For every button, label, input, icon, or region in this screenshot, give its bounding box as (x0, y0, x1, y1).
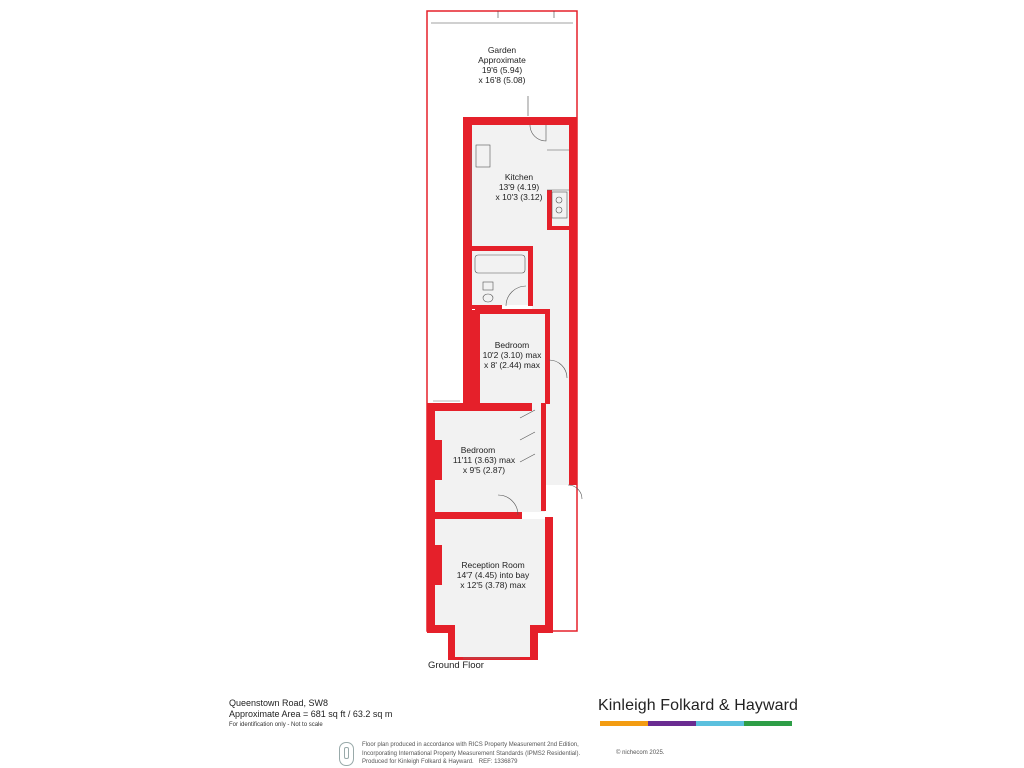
bedroom1-dim-1: 10'2 (3.10) max (482, 350, 542, 360)
brand-bar-green (744, 721, 792, 726)
garden-dim-2: x 16'8 (5.08) (478, 75, 526, 85)
brand-bar-blue (696, 721, 744, 726)
bedroom2-dim-2: x 9'5 (2.87) (462, 465, 506, 475)
reception-dim-1: 14'7 (4.45) into bay (456, 570, 530, 580)
footer-line-2: Incorporating International Property Measurement Standards (IPMS2 Residential). (362, 750, 581, 757)
brand-bar-orange (600, 721, 648, 726)
reception-dim-2: x 12'5 (3.78) max (460, 580, 526, 590)
bedroom2-label: Bedroom (460, 445, 496, 455)
bedroom2-dim-1: 11'11 (3.63) max (452, 455, 516, 465)
footer-line-3 (362, 758, 580, 767)
brand-name: Kinleigh Folkard & Hayward (598, 697, 799, 714)
garden-label-2: Approximate (478, 55, 526, 65)
bedroom1-dim-2: x 8' (2.44) max (484, 360, 540, 370)
garden-label: Garden (487, 45, 517, 55)
footer-credit: © nichecom 2025. (616, 750, 665, 756)
footer-line-1: Floor plan produced in accordance with RICS Property Measurement 2nd Edition, (362, 742, 579, 748)
kitchen-label: Kitchen (504, 172, 534, 182)
address-block (229, 698, 392, 731)
footer-text (362, 741, 580, 767)
kitchen-dim-2: x 10'3 (3.12) (495, 192, 543, 202)
brand-bar-purple (648, 721, 696, 726)
disclaimer-line: For identification only - Not to scale (229, 722, 323, 728)
floor-label: Ground Floor (428, 660, 484, 671)
footer-ref: REF: 1336879 (478, 759, 518, 765)
bedroom1-label: Bedroom (494, 340, 530, 350)
reception-label: Reception Room (461, 560, 525, 570)
address-line: Queenstown Road, SW8 (229, 698, 329, 708)
kitchen-dim-1: 13'9 (4.19) (498, 182, 540, 192)
nichecom-logo-icon (339, 742, 354, 766)
brand-color-bar (600, 721, 792, 727)
garden-dim-1: 19'6 (5.94) (481, 65, 523, 75)
area-line: Approximate Area = 681 sq ft / 63.2 sq m (229, 709, 393, 719)
footer-produced-for: Produced for Kinleigh Folkard & Hayward. (362, 759, 474, 765)
